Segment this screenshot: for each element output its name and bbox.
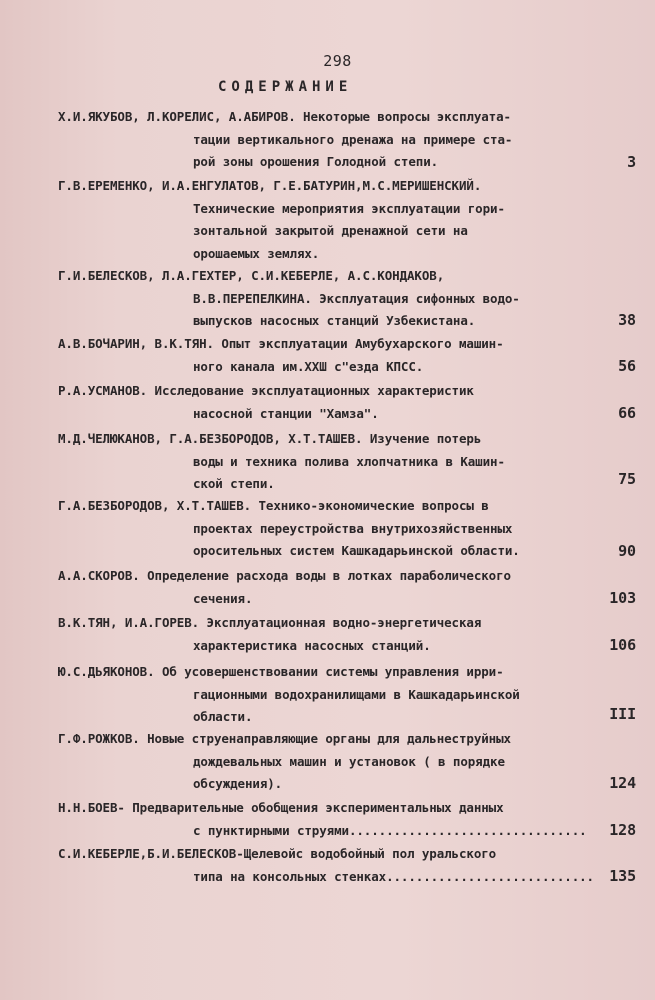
toc-entry-line: характеристика насосных станций. [193,637,431,653]
toc-page-number: III [609,705,636,723]
toc-entry [58,565,648,610]
toc-entry-line: сечения. [193,590,253,606]
toc-entry-line: Г.И.БЕЛЕСКОВ, Л.А.ГЕХТЕР, С.И.КЕБЕРЛЕ, А.С.КОНДАКОВ, [58,268,445,283]
toc-entry-line: типа на консольных стенках............................ [193,868,594,884]
toc-entry [58,428,648,496]
toc-entry-line: А.А.СКОРОВ. Определение расхода воды в лотках параболического [58,568,511,583]
toc-entry-line: Г.В.ЕРЕМЕНКО, И.А.ЕНГУЛАТОВ, Г.Е.БАТУРИН,М.С.МЕРИШЕНСКИЙ. [58,178,482,193]
toc-entry [58,728,648,796]
toc-page-number: 124 [609,774,636,792]
toc-entry [58,175,648,265]
toc-entry-line: обсуждения). [193,776,283,791]
toc-entry-line: Х.И.ЯКУБОВ, Л.КОРЕЛИС, А.АБИРОВ. Некоторые вопросы эксплуата- [58,109,511,124]
toc-entry-line: тации вертикального дренажа на примере ста- [193,131,513,147]
page-title: СОДЕРЖАНИЕ [218,79,353,95]
toc-page-number: 3 [627,153,636,171]
toc-page-number: 103 [609,589,636,607]
toc-entry [58,265,648,333]
toc-entry-line: зонтальной закрытой дренажной сети на [193,223,468,238]
toc-entry-line: ного канала им.XXШ с"езда КПСС. [193,358,424,374]
toc-entry [58,797,648,842]
toc-page-number: 38 [618,311,636,329]
toc-entry-line: В.В.ПЕРЕПЕЛКИНА. Эксплуатация сифонных водо- [193,290,520,306]
toc-entry [58,333,648,378]
toc-entry [58,612,648,657]
toc-entry-line: воды и техника полива хлопчатника в Кашин- [193,453,505,469]
toc-entry [58,495,648,563]
toc-entry-line: С.И.КЕБЕРЛЕ,Б.И.БЕЛЕСКОВ-Щелевойс водобойный пол уральского [58,846,497,861]
toc-entry-line: Р.А.УСМАНОВ. Исследование эксплуатационных характеристик [58,383,474,398]
toc-entry-line: проектах переустройства внутрихозяйственных [193,520,513,536]
toc-entry-line: оросительных систем Кашкадарьинской области. [193,543,520,558]
toc-entry-line: дождевальных машин и установок ( в порядке [193,753,505,769]
toc-entry-line: В.К.ТЯН, И.А.ГОРЕВ. Эксплуатационная водно-энергетическая [58,615,482,630]
toc-entry [58,106,648,174]
toc-entry-line: с пунктирными струями................................ [193,822,587,838]
toc-page-number: 90 [618,542,636,560]
toc-entry-line: Технические мероприятия эксплуатации гори- [193,200,505,216]
toc-page-number: 128 [609,821,636,839]
toc-entry-line: орошаемых землях. [193,245,320,261]
toc-entry-line: Ю.С.ДЬЯКОНОВ. Об усовершенствовании системы управления ирри- [58,664,504,679]
toc-entry-line: выпусков насосных станций Узбекистана. [193,313,476,328]
toc-entry-line: Н.Н.БОЕВ- Предварительные обобщения экспериментальных данных [58,800,504,815]
toc-entry-line: гационными водохранилищами в Кашкадарьинской [193,686,520,702]
toc-page-number: 106 [609,636,636,654]
toc-entry-line: А.В.БОЧАРИН, В.К.ТЯН. Опыт эксплуатации Амубухарского машин- [58,336,504,351]
toc-entry-line: ской степи. [193,476,275,491]
toc-page-number: 56 [618,357,636,375]
toc-page-number: 66 [618,404,636,422]
toc-entry-line: рой зоны орошения Голодной степи. [193,154,439,169]
toc-entry [58,380,648,425]
toc-page-number: 75 [618,470,636,488]
toc-entry [58,661,648,729]
toc-entry [58,843,648,888]
toc-page-number: 135 [609,867,636,885]
toc-entry-line: Г.А.БЕЗБОРОДОВ, Х.Т.ТАШЕВ. Технико-экономические вопросы в [58,498,489,513]
toc-entry-line: М.Д.ЧЕЛЮКАНОВ, Г.А.БЕЗБОРОДОВ, Х.Т.ТАШЕВ. Изучение потерь [58,431,482,446]
page-number: 298 [323,52,352,70]
toc-entry-line: Г.Ф.РОЖКОВ. Новые струенаправляющие органы для дальнеструйных [58,731,511,746]
toc-entry-line: области. [193,709,253,724]
toc-entry-line: насосной станции "Хамза". [193,405,379,421]
